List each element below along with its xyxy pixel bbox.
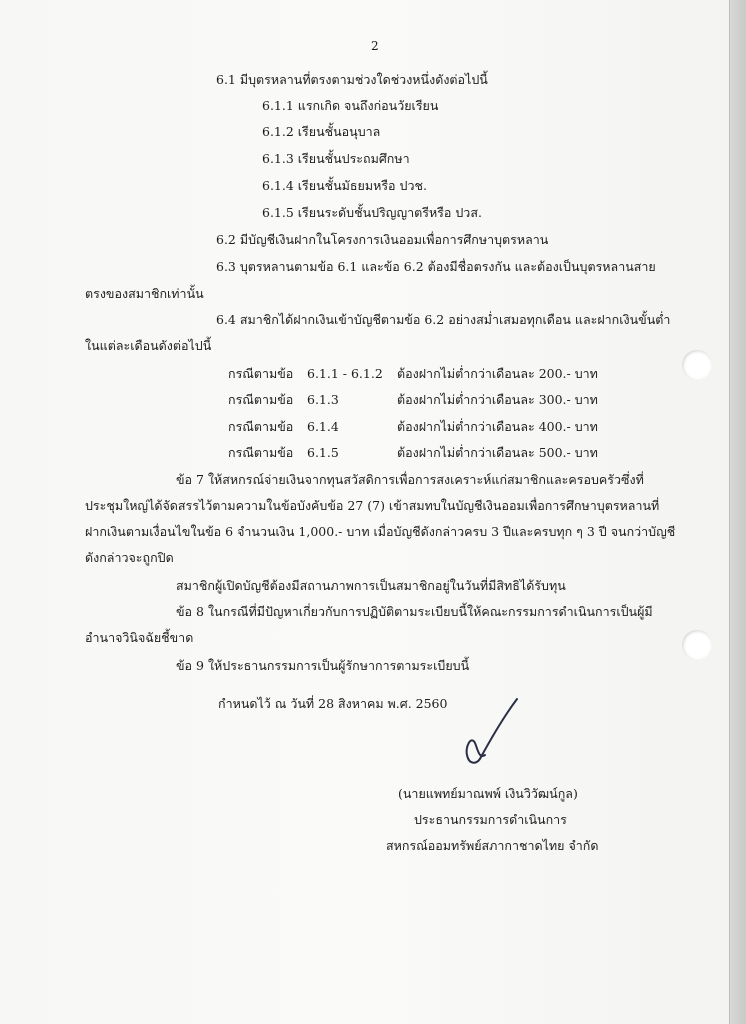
deposit-row-case: กรณีตามข้อ <box>228 419 294 434</box>
deposit-row-ref: 6.1.1 - 6.1.2 <box>307 366 383 381</box>
clause-7-line3: ฝากเงินตามเงื่อนไขในข้อ 6 จำนวนเงิน 1,000.- บาท เมื่อบัญชีดังกล่าวครบ 3 ปีและครบทุก ๆ 3 ปี จนกว่าบัญชี <box>85 524 676 539</box>
signatory-name: (นายแพทย์มาณพพ์ เงินวิวัฒน์กูล) <box>398 786 578 801</box>
deposit-row-requirement: ต้องฝากไม่ต่ำกว่าเดือนละ 500.- บาท <box>397 445 598 460</box>
deposit-row-case: กรณีตามข้อ <box>228 445 294 460</box>
clause-7-line5: สมาชิกผู้เปิดบัญชีต้องมีสถานภาพการเป็นสมาชิกอยู่ในวันที่มีสิทธิได้รับทุน <box>176 578 566 593</box>
signature-mark <box>455 695 525 770</box>
clause-7-line2: ประชุมใหญ่ได้จัดสรรไว้ตามความในข้อบังคับข้อ 27 (7) เข้าสมทบในบัญชีเงินออมเพื่อการศึกษาบุตรหลานที่ <box>85 498 660 513</box>
clause-8-line1: ข้อ 8 ในกรณีที่มีปัญหาเกี่ยวกับการปฏิบัติตามระเบียบนี้ให้คณะกรรมการดำเนินการเป็นผู้มี <box>176 604 653 619</box>
deposit-row-case: กรณีตามข้อ <box>228 366 294 381</box>
item-6-1: 6.1 มีบุตรหลานที่ตรงตามช่วงใดช่วงหนึ่งดังต่อไปนี้ <box>216 72 488 87</box>
item-6-1-5: 6.1.5 เรียนระดับชั้นปริญญาตรีหรือ ปวส. <box>262 205 482 220</box>
clause-7-line1: ข้อ 7 ให้สหกรณ์จ่ายเงินจากทุนสวัสดิการเพื่อการสงเคราะห์แก่สมาชิกและครอบครัวซึ่งที่ <box>176 472 644 487</box>
dated-line: กำหนดไว้ ณ วันที่ 28 สิงหาคม พ.ศ. 2560 <box>218 696 448 711</box>
deposit-row-case: กรณีตามข้อ <box>228 392 294 407</box>
deposit-row-requirement: ต้องฝากไม่ต่ำกว่าเดือนละ 300.- บาท <box>397 392 598 407</box>
item-6-3-line1: 6.3 บุตรหลานตามข้อ 6.1 และข้อ 6.2 ต้องมีชื่อตรงกัน และต้องเป็นบุตรหลานสาย <box>216 259 656 274</box>
deposit-row-ref: 6.1.3 <box>307 392 339 407</box>
deposit-row-requirement: ต้องฝากไม่ต่ำกว่าเดือนละ 400.- บาท <box>397 419 598 434</box>
item-6-1-2: 6.1.2 เรียนชั้นอนุบาล <box>262 124 381 139</box>
deposit-row-ref: 6.1.5 <box>307 445 339 460</box>
item-6-4-line1: 6.4 สมาชิกได้ฝากเงินเข้าบัญชีตามข้อ 6.2 อย่างสม่ำเสมอทุกเดือน และฝากเงินขั้นต่ำ <box>216 312 671 327</box>
page-number: 2 <box>371 39 379 53</box>
item-6-1-3: 6.1.3 เรียนชั้นประถมศึกษา <box>262 151 410 166</box>
signatory-organization: สหกรณ์ออมทรัพย์สภากาชาดไทย จำกัด <box>386 838 599 853</box>
punch-hole-bottom <box>682 630 712 660</box>
clause-7-line4: ดังกล่าวจะถูกปิด <box>85 550 174 565</box>
signatory-position: ประธานกรรมการดำเนินการ <box>414 812 567 827</box>
clause-9: ข้อ 9 ให้ประธานกรรมการเป็นผู้รักษาการตามระเบียบนี้ <box>176 658 470 673</box>
item-6-4-line2: ในแต่ละเดือนดังต่อไปนี้ <box>85 338 212 353</box>
item-6-1-1: 6.1.1 แรกเกิด จนถึงก่อนวัยเรียน <box>262 98 439 113</box>
clause-8-line2: อำนาจวินิจฉัยชี้ขาด <box>85 630 194 645</box>
item-6-1-4: 6.1.4 เรียนชั้นมัธยมหรือ ปวช. <box>262 178 427 193</box>
paper-edge <box>729 0 746 1024</box>
item-6-2: 6.2 มีบัญชีเงินฝากในโครงการเงินออมเพื่อการศึกษาบุตรหลาน <box>216 232 549 247</box>
deposit-row-ref: 6.1.4 <box>307 419 339 434</box>
punch-hole-top <box>682 350 712 380</box>
deposit-row-requirement: ต้องฝากไม่ต่ำกว่าเดือนละ 200.- บาท <box>397 366 598 381</box>
item-6-3-line2: ตรงของสมาชิกเท่านั้น <box>85 286 204 301</box>
